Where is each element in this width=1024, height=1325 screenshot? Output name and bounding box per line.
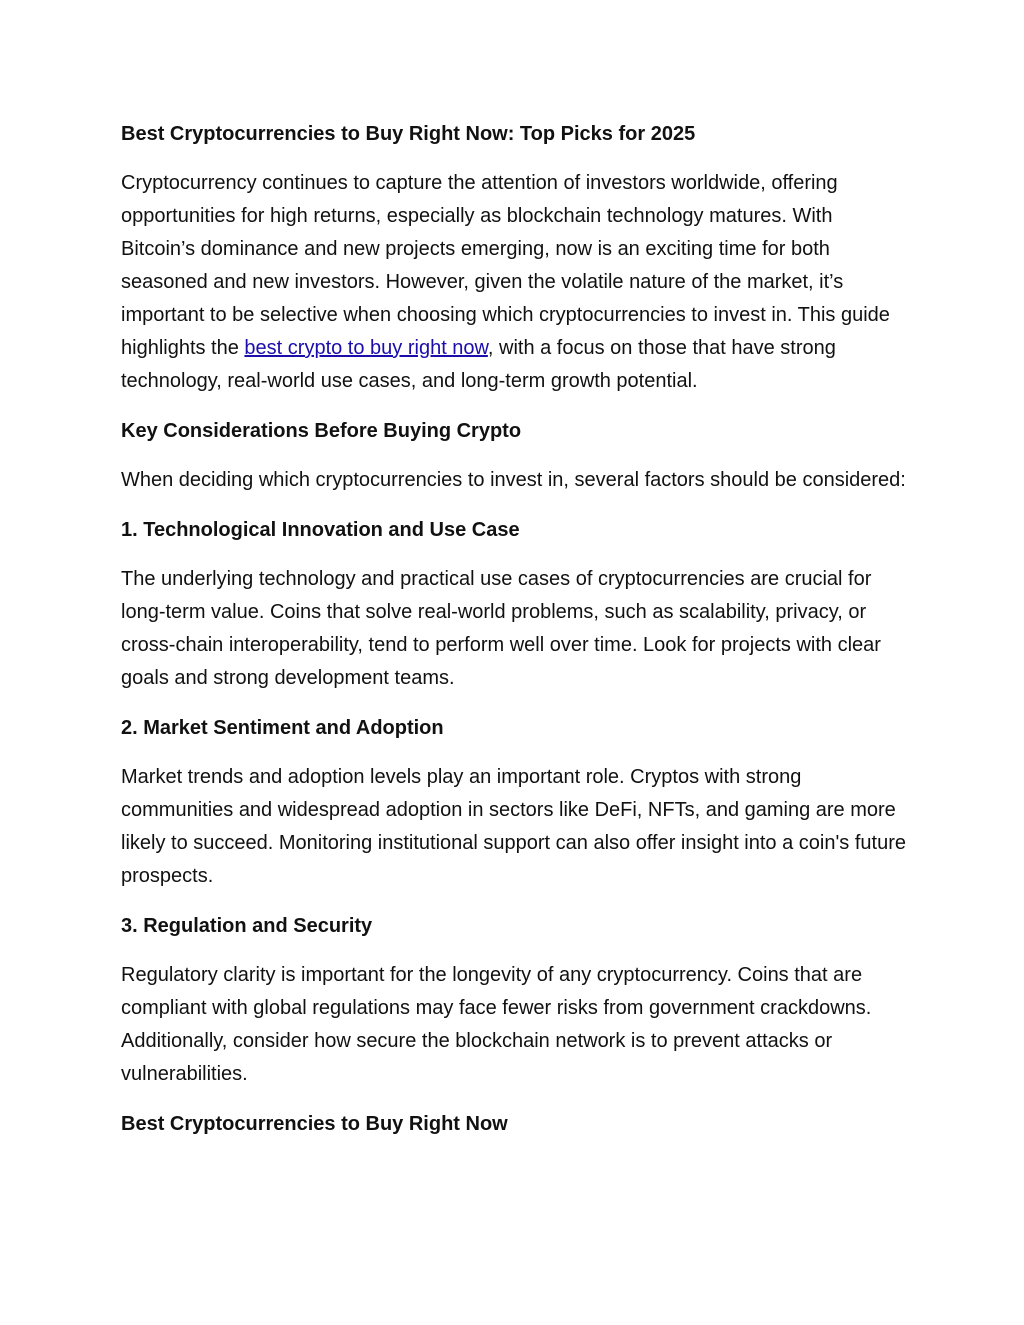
intro-paragraph [121,167,911,398]
intro-text-after-link: , with a focus on those that have strong technology, real-world use cases, and long-term growth potential. [121,337,836,392]
best-crypto-link[interactable]: best crypto to buy right now [244,337,488,359]
factor-1-heading: 1. Technological Innovation and Use Case [121,519,520,541]
factor-2-body: Market trends and adoption levels play an important role. Cryptos with strong communities and widespread adoption in sectors like DeFi, NFTs, and gaming are more likely to succeed. Monitoring institutional support can also offer insight into a coin's future prospects. [121,766,906,887]
factor-3-body: Regulatory clarity is important for the longevity of any cryptocurrency. Coins that are compliant with global regulations may face fewer risks from government crackdowns. Additionally, consider how secure the blockchain network is to prevent attacks or vulnerabilities. [121,964,872,1085]
factor-2-heading: 2. Market Sentiment and Adoption [121,717,444,739]
considerations-heading: Key Considerations Before Buying Crypto [121,420,522,442]
document-title: Best Cryptocurrencies to Buy Right Now: Top Picks for 2025 [121,123,696,145]
document-page [121,118,911,1157]
considerations-intro: When deciding which cryptocurrencies to invest in, several factors should be considered: [121,469,906,491]
factor-1-body: The underlying technology and practical use cases of cryptocurrencies are crucial for long-term value. Coins that solve real-world problems, such as scalability, privacy, or cross-chain interoperability, tend to perform well over time. Look for projects with clear goals and strong development teams. [121,568,881,689]
best-cryptos-heading: Best Cryptocurrencies to Buy Right Now [121,1113,508,1135]
intro-text-before-link: Cryptocurrency continues to capture the attention of investors worldwide, offering opportunities for high returns, especially as blockchain technology matures. With Bitcoin’s dominance and new projects emerging, now is an exciting time for both seasoned and new investors. However, given the volatile nature of the market, it’s important to be selective when choosing which cryptocurrencies to invest in. This guide highlights the [121,172,890,359]
factor-3-heading: 3. Regulation and Security [121,915,373,937]
